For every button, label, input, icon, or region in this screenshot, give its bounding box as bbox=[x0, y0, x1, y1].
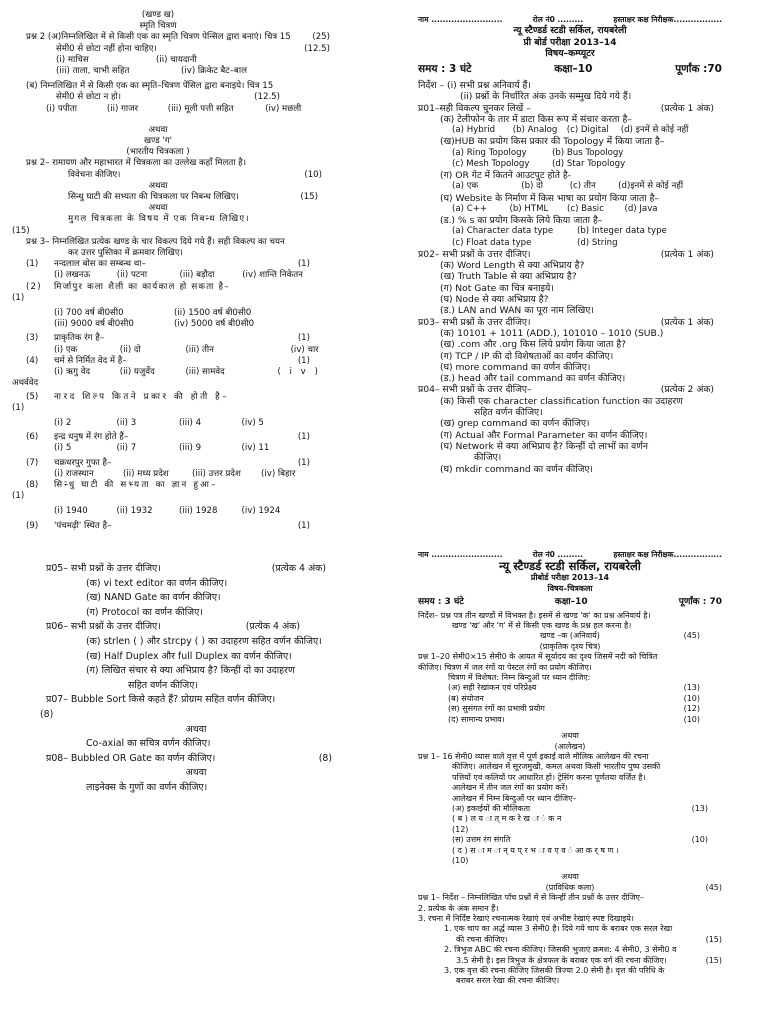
question-text: प्रश्न 2– रामायण और महाभारत में चित्रकला का उल्लेख कहाँ मिलता है। bbox=[26, 158, 247, 169]
question-text: 2. त्रिभुज ABC की रचना कीजिए। जिसकी भुजाएं क्रमश: 4 सेमी0, 3 सेमी0 व bbox=[444, 945, 677, 955]
criterion: (ब) संयोजन (10) bbox=[448, 693, 700, 703]
exam-title: प्रीबोर्ड परीक्षा 2013–14 bbox=[530, 573, 610, 583]
option-row: (a) एक (b) दो (c) तीन (d)इनमें से कोई नहीं bbox=[452, 181, 684, 192]
option-row: (a) C++ (b) HTML (c) Basic (d) Java bbox=[452, 203, 658, 214]
school-name: न्यू स्टैण्डर्ड स्टडी सर्किल, रायबरेली bbox=[513, 25, 627, 37]
mcq-item: (8) सिन्धु घाटी की सभ्यता का ज्ञान हुआ– bbox=[26, 479, 218, 490]
criterion: (अ) इकाईयों की मौलिकता (13) bbox=[452, 803, 708, 813]
instruction: निर्देश– प्रश्न पत्र तीन खण्डों में विभक्त है। इसमें से खण्ड 'क' का प्रश्न अनिवार्य है। bbox=[418, 610, 651, 620]
question-text: (क) किसी एक character classification function का उदाहरण bbox=[440, 395, 683, 407]
question-text: विवेचना कीजिए। (10) bbox=[68, 169, 322, 180]
question-text: सेमी0 से छोटा नहीं होना चाहिए। (12.5) bbox=[56, 43, 330, 54]
question-text: (ख) grep command का वर्णन कीजिए। bbox=[440, 418, 590, 430]
question-text: 1. एक चाप का अर्द्ध व्यास 3 सेमी0 है। दिये गये चाप के बराबर एक सरल रेखा bbox=[444, 924, 673, 934]
section-sub: (प्राकृतिक दृश्य चित्र) bbox=[539, 641, 601, 651]
question-heading: प्र02– सभी प्रश्नों के उत्तर दीजिए। (प्रत्येक 1 अंक) bbox=[418, 248, 714, 260]
mcq-item: (1) नन्दलाल बोस का सम्बन्ध था– (1) bbox=[26, 259, 310, 270]
option-row: (i) पपीता (ii) गाजर (iii) मूली पत्ती सहित (iv) मछली bbox=[46, 103, 302, 114]
exam-title: प्री बोर्ड परीक्षा 2013–14 bbox=[523, 36, 617, 48]
marks: (15) bbox=[12, 225, 30, 236]
question-text: आलेखन में तीन जल रंगों का प्रयोग करें। bbox=[452, 783, 568, 793]
question-text: सिन्धु घाटी की सभ्यता की चित्रकला पर निबन्ध लिखिए। (15) bbox=[68, 192, 318, 203]
section-sub: (प्राविधिक कला) (45) bbox=[545, 882, 722, 892]
option-row: (i) एक (ii) दो (iii) तीन (iv) चार bbox=[54, 344, 319, 355]
exam-header-fields: नाम ......................... रोल नं0 ......... हस्ताक्षर कक्ष निरीक्षक................. bbox=[418, 550, 722, 559]
question-text: (ग) TCP / IP की दो विशेषताओं का वर्णन कीजिए। bbox=[440, 350, 614, 362]
mcq-item: (2) मिर्जापुर कला शैली का कार्यकाल हो सकता है– bbox=[26, 281, 230, 292]
option-row: (c) Float data type (d) String bbox=[452, 237, 618, 248]
question-heading: प्र08– Bubbled OR Gate का वर्णन कीजिए। (8) bbox=[46, 752, 332, 764]
question-text: (क) strlen ( ) और strcpy ( ) का उदाहरण सहित वर्णन कीजिए। bbox=[86, 635, 322, 647]
option-row: (iii) 9000 वर्ष बी0सी0 (iv) 5000 वर्ष बी0सी0 bbox=[54, 319, 255, 330]
question-text: 3. एक वृत्त की रचना कीजिए जिसकी त्रिज्या 2.0 सेमी है। वृत्त की परिधि के bbox=[444, 966, 665, 976]
question-text: लाइनेक्स के गुणों का वर्णन कीजिए। bbox=[86, 781, 208, 793]
option-row: (i) 2 (ii) 3 (iii) 4 (iv) 5 bbox=[54, 417, 264, 428]
question-heading: प्र03– सभी प्रश्नों के उत्तर दीजिए। (प्रत्येक 1 अंक) bbox=[418, 316, 714, 328]
or-label: अथवा bbox=[148, 180, 168, 191]
marks: (1) bbox=[12, 292, 25, 303]
question-text: सहित वर्णन कीजिए। bbox=[474, 407, 543, 419]
section-heading: खण्ड –क (अनिवार्य) (45) bbox=[540, 631, 700, 641]
question-text: (ग) Protocol का वर्णन कीजिए। bbox=[86, 606, 203, 618]
or-label: अथवा bbox=[148, 203, 168, 214]
question-text: (ब) निम्नलिखित में से किसी एक का स्मृति–चित्रण पेंसिल द्वारा बनाइये। चित्र 15 bbox=[26, 81, 274, 92]
or-label: अथवा bbox=[185, 767, 207, 779]
instruction: (ii) प्रश्नों के निर्धारित अंक उनके सम्मुख दिये गये हैं। bbox=[460, 91, 632, 103]
section-sub: (भारतीय चित्रकला ) bbox=[126, 147, 190, 158]
marks: (8) bbox=[40, 708, 54, 720]
exam-subject: विषय–चित्रकला bbox=[547, 583, 593, 593]
or-label: अथवा bbox=[561, 731, 579, 741]
question-heading: प्र05– सभी प्रश्नों के उत्तर दीजिए। (प्रत्येक 4 अंक) bbox=[46, 563, 326, 574]
option-row: (i) माचिस (ii) चायदानी bbox=[56, 54, 197, 65]
question-text: प्रश्न 3– निम्नलिखित प्रत्येक खण्ड के चार विकल्प दिये गये हैं। सही विकल्प का चयन bbox=[26, 236, 285, 247]
option-row: (a) Character data type (b) Integer data type bbox=[452, 226, 667, 237]
criterion: (अ) सही रेखांकन एवं परिप्रेक्ष्य (13) bbox=[448, 683, 700, 693]
or-label: अथवा bbox=[148, 124, 168, 135]
question-text: प्रश्न 1– निर्देश – निम्नलिखित पाँच प्रश्नों में से किन्हीं तीन प्रश्नों के उत्तर दीजिए– bbox=[418, 893, 644, 903]
question-text: (ड.) LAN and WAN का पूरा नाम लिखिए। bbox=[440, 305, 594, 317]
section-sub: (आलेखन) bbox=[554, 741, 586, 751]
question-text: (ख) .com और .org किस लिये प्रयोग किया जाता है? bbox=[440, 339, 627, 351]
option-row: (a) Hybrid (b) Analog (c) Digital (d) इनमें से कोई नहीं bbox=[452, 125, 689, 136]
question-text: मुगल चित्रकला के विषय में एक निबन्ध लिखिए। bbox=[68, 214, 250, 225]
option-row: (iii) ताला, चाभी सहित (iv) क्रिकेट बैट–बाल bbox=[56, 66, 247, 77]
question-heading: प्र01–सही विकल्प चुनकर लिखें – (प्रत्येक 1 अंक) bbox=[418, 102, 714, 114]
mcq-item: (6) इन्द्र धनुष में रंग होते हैं– (1) bbox=[26, 432, 310, 443]
page-computer-exam bbox=[418, 14, 722, 524]
marks: (25) bbox=[312, 32, 330, 42]
question-text: प्रश्न 1– 16 सेमी0 व्यास वाले वृत्त में पूर्ण इकाई वाले मौलिक आलेखन की रचना bbox=[418, 751, 649, 761]
school-name: न्यू स्टैण्डर्ड स्टडी सर्किल, रायबरेली bbox=[499, 559, 641, 574]
question-text: कीजिए। चित्रण में जल रंगों या पेस्टल रंगों का प्रयोग कीजिए। bbox=[418, 662, 592, 672]
question-text: सहित वर्णन कीजिए। bbox=[128, 679, 198, 691]
question-text: (ख)HUB का प्रयोग किस प्रकार की Topology में किया जाता है– bbox=[440, 136, 665, 148]
question-text: (क) Word Length से क्या अभिप्राय है? bbox=[440, 260, 585, 272]
option-row: (i) 700 वर्ष बी0सी0 (ii) 1500 वर्ष बी0सी0 bbox=[54, 308, 252, 319]
question-text: (ग) लिखित संचार से क्या अभिप्राय है? किन्हीं दो का उदाहरण bbox=[86, 665, 295, 677]
question-text: Co-axial का सचित्र वर्णन कीजिए। bbox=[86, 738, 211, 750]
criterion: (द) सामान्य प्रभाव। (10) bbox=[448, 714, 700, 724]
criterion: (स) सुसंगत रंगों का प्रभावी प्रयोग (12) bbox=[448, 704, 700, 714]
question-text: (ख) Truth Table से क्या अभिप्राय है? bbox=[440, 271, 577, 283]
criterion: (स) उत्तम रंग संगति (10) bbox=[452, 835, 708, 845]
page-computer-exam-continued bbox=[40, 562, 346, 820]
question-text: (घ) mkdir command का वर्णन कीजिए। bbox=[440, 463, 593, 475]
question-text: प्रश्न 2 (अ)निम्नलिखित में से किसी एक का स्मृति चित्रण पेन्सिल द्वारा बनाएं। चित्र 15 bbox=[26, 32, 291, 43]
exam-subject: विषय–कम्प्यूटर bbox=[545, 47, 595, 59]
question-text: प्रश्न 1–20 सेमी0×15 सेमी0 के आयत में सूर्यादय का दृश्य जिसमें नदी को चित्रित bbox=[418, 652, 658, 662]
mcq-item: (5) नारद शिल्प कितने प्रकार की होती है– bbox=[26, 391, 230, 402]
exam-meta: समय : 3 घंटे कक्षा–10 पूर्णांक :70 bbox=[418, 63, 722, 76]
instruction: खण्ड 'ख' और 'ग' में से किसी एक खण्ड के प्रश्न हल करना है। bbox=[452, 621, 632, 631]
question-text: कीजिए। bbox=[474, 452, 502, 464]
question-heading: प्र07– Bubble Sort किसे कहते हैं? प्रोग्राम सहित वर्णन कीजिए। bbox=[46, 694, 276, 706]
or-label: अथवा bbox=[185, 723, 207, 735]
question-text: कीजिए। आलेखन में सूरजमुखी, कमल अथवा किसी भारतीय पुष्प उसकी bbox=[452, 762, 661, 772]
question-text: बराबर सरल रेखा की रचना कीजिए। bbox=[456, 976, 560, 986]
option-row: (c) Mesh Topology (d) Star Topology bbox=[452, 158, 626, 169]
mcq-item: (3) प्राकृतिक रंग है– (1) bbox=[26, 333, 310, 344]
question-text: सेमी0 से छोटा न हो। (12.5) bbox=[56, 92, 280, 103]
section-title: स्मृति चित्रण bbox=[139, 21, 177, 32]
exam-meta: समय : 3 घंटे कक्षा–10 पूर्णांक : 70 bbox=[418, 597, 722, 608]
page-drawing-sections bbox=[12, 10, 330, 531]
option-row: (i) 1940 (ii) 1932 (iii) 1928 (iv) 1924 bbox=[54, 506, 281, 517]
option-row: (i) राजस्थान (ii) मध्य प्रदेश (iii) उत्तर प्रदेश (iv) बिहार bbox=[54, 468, 296, 479]
question-text: कर उत्तर पुस्तिका में क्रमवार लिखिए। bbox=[68, 248, 183, 259]
question-text: 2. प्रत्येक के अंक समान हैं। bbox=[418, 903, 499, 913]
question-text: (ग) Not Gate का चित्र बनाइये। bbox=[440, 282, 554, 294]
question-text: (घ) Website के निर्माण में किस भाषा का प्रयोग किया जाता है– bbox=[440, 192, 660, 204]
question-text: (ख) NAND Gate का वर्णन कीजिए। bbox=[86, 592, 221, 604]
option-row: (i) ऋगु वेद (ii) यजुर्वेद (iii) सामवेद ( i v ) bbox=[54, 367, 321, 378]
mcq-item: (7) चक्रधरपुर गुफा है– (1) bbox=[26, 457, 310, 468]
question-text: (घ) more command का वर्णन कीजिए। bbox=[440, 361, 591, 373]
question-text: आलेखन में निम्न बिन्दुओं पर ध्यान दीजिए– bbox=[452, 793, 577, 803]
option-row: (i) 5 (ii) 7 (iii) 9 (iv) 11 bbox=[54, 443, 270, 454]
criterion: ( ब ) ल य ा त् म क रे ख ा ं क न bbox=[452, 814, 562, 824]
instruction: निर्देश – (i) सभी प्रश्न अनिवार्य हैं। bbox=[418, 80, 531, 92]
question-text: (क) टेलीफोन के तार में डाटा किस रूप में संचार करता है– bbox=[440, 113, 632, 125]
question-text: (ग) OR गेट में कितने आउटपुट होते है- bbox=[440, 170, 572, 182]
mcq-item: (4) चर्म से निर्मित वेद में है– (1) bbox=[26, 355, 310, 366]
question-text: (ख) Half Duplex और full Duplex का वर्णन कीजिए। bbox=[86, 650, 292, 662]
question-text: (क) 10101 + 1011 (ADD.), 101010 – 1010 (SUB.) bbox=[440, 327, 664, 339]
or-label: अथवा bbox=[561, 872, 579, 882]
page-drawing-exam bbox=[418, 550, 722, 1024]
criterion: ( द ) स ा म ा न् य प् र भ ा व ए व ं आ क र् ष ण । bbox=[452, 845, 619, 855]
marks: (1) bbox=[12, 491, 25, 502]
question-text: की रचना कीजिए। (15) bbox=[456, 934, 722, 944]
question-text: (ड.) head और tail command का वर्णन कीजिए। bbox=[440, 373, 626, 385]
marks: (12) bbox=[452, 824, 469, 834]
question-text: (ड.) % s का प्रयोग किसके लिये किया जाता है– bbox=[440, 215, 603, 227]
question-text: (ग) Actual और Formal Parameter का वर्णन कीजिए। bbox=[440, 429, 648, 441]
question-text: (घ) Network से क्या अभिप्राय है? किन्हीं दो लाभों का वर्णन bbox=[440, 440, 648, 452]
mcq-item: (9) 'पंचमढ़ी' स्थित है– (1) bbox=[26, 520, 310, 531]
option-row: (i) लखनऊ (ii) पटना (iii) बड़ौदा (iv) शान्ति निकेतन bbox=[54, 270, 303, 281]
question-text: 3. रचना में निर्दिष्ट रेखाएं रचनात्मक रेखाएं एवं अभीष्ट रेखाएं स्पष्ट दिखाइये। bbox=[418, 914, 634, 923]
question-text: पत्तियों एवं कलियों पर आधारित हो। ट्रेसिंग करना पूर्णतया वर्जित है। bbox=[452, 772, 646, 782]
question-heading: प्र06– सभी प्रश्नों के उत्तर दीजिए। (प्रत्येक 4 अंक) bbox=[46, 621, 300, 633]
question-text: चित्रण में विशेषत: निम्न बिन्दुओं पर ध्यान दीजिए: bbox=[448, 673, 591, 683]
question-text: (घ) Node से क्या अभिप्राय है? bbox=[440, 294, 549, 306]
question-heading: प्र04– सभी प्रश्नों के उत्तर दीजिए– (प्रत्येक 2 अंक) bbox=[418, 384, 714, 396]
section-heading: खण्ड 'ग' bbox=[143, 136, 172, 147]
option-continuation: अथर्ववेद bbox=[12, 378, 39, 389]
marks: (10) bbox=[452, 855, 469, 865]
question-text: (क) vi text editor का वर्णन कीजिए। bbox=[86, 577, 228, 589]
marks: (1) bbox=[12, 402, 25, 413]
option-row: (a) Ring Topology (b) Bus Topology bbox=[452, 147, 624, 158]
section-heading: (खण्ड ख) bbox=[141, 10, 175, 20]
question-text: 3.5 सेमी है। इस त्रिभुज के क्षेत्रफल के बराबर एक वर्ग की रचना कीजिए। (15) bbox=[456, 955, 722, 965]
exam-header-fields: नाम ......................... रोल नं0 ......... हस्ताक्षर कक्ष निरीक्षक................. bbox=[418, 15, 722, 24]
